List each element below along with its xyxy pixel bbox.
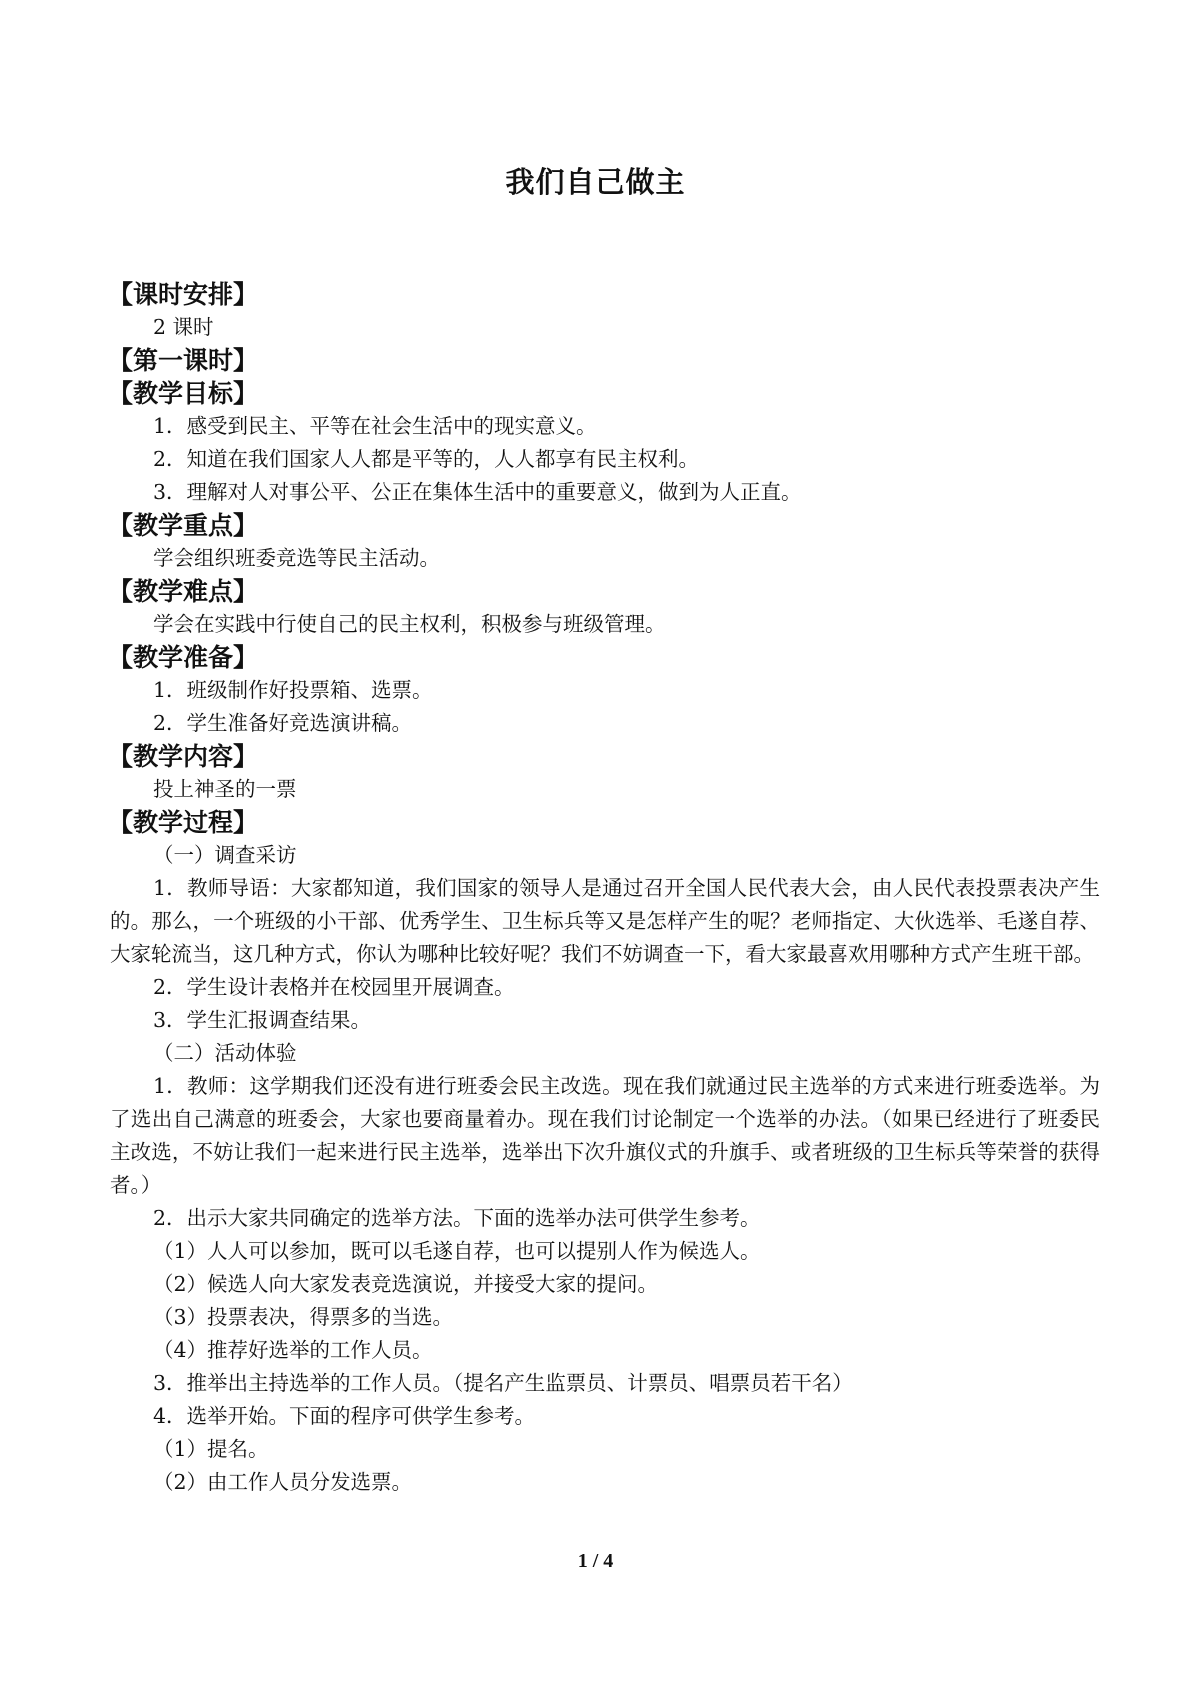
paragraph-line: （一）调查采访 xyxy=(153,843,297,867)
paragraph-line: 2．学生设计表格并在校园里开展调查。 xyxy=(153,975,515,999)
paragraph-line: 4．选举开始。下面的程序可供学生参考。 xyxy=(153,1404,536,1428)
paragraph-line: （1）人人可以参加，既可以毛遂自荐，也可以提别人作为候选人。 xyxy=(153,1239,761,1263)
paragraph-line: 3．理解对人对事公平、公正在集体生活中的重要意义，做到为人正直。 xyxy=(153,480,802,504)
paragraph-line: 3．推举出主持选举的工作人员。（提名产生监票员、计票员、唱票员若干名） xyxy=(153,1371,853,1395)
section-heading: 【课时安排】 xyxy=(108,280,259,309)
paragraph-line: 学会在实践中行使自己的民主权利，积极参与班级管理。 xyxy=(153,612,666,636)
paragraph-line: 1．班级制作好投票箱、选票。 xyxy=(153,678,433,702)
section-heading: 【教学目标】 xyxy=(108,379,259,408)
page-number: 1 / 4 xyxy=(577,1550,614,1572)
section-heading: 【教学准备】 xyxy=(108,643,259,672)
paragraph-line: 2 课时 xyxy=(153,315,214,339)
paragraph-line: 3．学生汇报调查结果。 xyxy=(153,1008,372,1032)
paragraph-line: 学会组织班委竞选等民主活动。 xyxy=(153,546,440,570)
paragraph-line: （2）由工作人员分发选票。 xyxy=(153,1470,413,1494)
paragraph-line: （二）活动体验 xyxy=(153,1041,297,1065)
document-body xyxy=(110,278,1100,1499)
paragraph-line: （1）提名。 xyxy=(153,1437,269,1461)
paragraph-line: （4）推荐好选举的工作人员。 xyxy=(153,1338,433,1362)
paragraph-line: （3）投票表决，得票多的当选。 xyxy=(153,1305,454,1329)
paragraph-line: 投上神圣的一票 xyxy=(153,777,297,801)
section-heading: 【教学难点】 xyxy=(108,577,259,606)
paragraph: 1．教师：这学期我们还没有进行班委会民主改选。现在我们就通过民主选举的方式来进行班委选举。为了选出自己满意的班委会，大家也要商量着办。现在我们讨论制定一个选举的办法。（如果已经进行了班委民主改选，不妨让我们一起来进行民主选举，选举出下次升旗仪式的升旗手、或者班级的卫生标兵等荣誉的获得者。） xyxy=(110,1074,1100,1197)
paragraph-line: 2．知道在我们国家人人都是平等的，人人都享有民主权利。 xyxy=(153,447,700,471)
section-heading: 【教学过程】 xyxy=(108,808,259,837)
paragraph-line: （2）候选人向大家发表竞选演说，并接受大家的提问。 xyxy=(153,1272,659,1296)
document-title: 我们自己做主 xyxy=(505,165,686,199)
paragraph: 1．教师导语：大家都知道，我们国家的领导人是通过召开全国人民代表大会，由人民代表投票表决产生的。那么，一个班级的小干部、优秀学生、卫生标兵等又是怎样产生的呢？老师指定、大伙选举、毛遂自荐、大家轮流当，这几种方式，你认为哪种比较好呢？我们不妨调查一下，看大家最喜欢用哪种方式产生班干部。 xyxy=(110,876,1100,966)
section-heading: 【教学内容】 xyxy=(108,742,259,771)
paragraph-line: 1．感受到民主、平等在社会生活中的现实意义。 xyxy=(153,414,597,438)
section-heading: 【教学重点】 xyxy=(108,511,259,540)
paragraph-line: 2．出示大家共同确定的选举方法。下面的选举办法可供学生参考。 xyxy=(153,1206,761,1230)
paragraph-line: 2．学生准备好竞选演讲稿。 xyxy=(153,711,413,735)
section-heading: 【第一课时】 xyxy=(108,346,259,375)
